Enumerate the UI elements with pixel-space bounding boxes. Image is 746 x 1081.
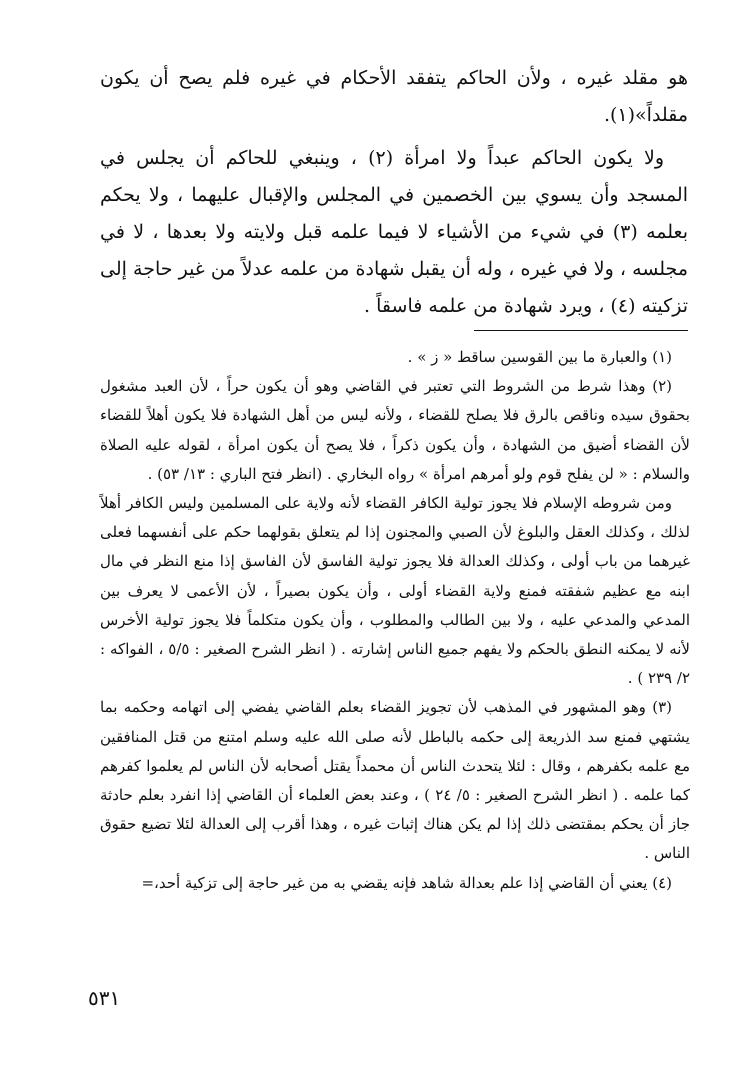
- footnote-2: (٢) وهذا شرط من الشروط التي تعتبر في القاضي وهو أن يكون حراً ، لأن العبد مشغول بحقوق سيده وناقص بالرق فلا يصلح للقضاء ، ولأنه ليس من أهل الشهادة فلا يكون أهلاً للقضاء لأن القضاء أضيق من الشهادة ، وأن يكون ذكراً ، فلا يصح أن يكون امرأة ، لقوله عليه الصلاة والسلام : « لن يفلح قوم ولو أمرهم امرأة » رواه البخاري . (انظر فتح الباري : ١٣/ ٥٣) .: [100, 377, 690, 483]
- page-number: ٥٣١: [88, 986, 121, 1010]
- body-paragraph-2: ولا يكون الحاكم عبداً ولا امرأة (٢) ، وينبغي للحاكم أن يجلس في المسجد وأن يسوي بين الخصمين في المجلس والإقبال عليهما ، ولا يحكم بعلمه (٣) في شيء من الأشياء لا فيما علمه قبل ولايته ولا بعدها ، لا في مجلسه ، ولا في غيره ، وله أن يقبل شهادة من علمه عدلاً من غير حاجة إلى تزكيته (٤) ، ويرد شهادة من علمه فاسقاً .: [100, 147, 688, 317]
- footnote-1: (١) والعبارة ما بين القوسين ساقط « ز » .: [407, 348, 672, 366]
- footnotes: [100, 343, 690, 898]
- footnote-2-continuation: ومن شروطه الإسلام فلا يجوز تولية الكافر القضاء لأنه ولاية على المسلمين وليس الكافر أهلاً لذلك ، وكذلك العقل والبلوغ لأن الصبي والمجنون إذا لم يتعلق بقولهما حكم على أنفسهما فعلى غيرهما من باب أولى ، وكذلك العدالة فلا يجوز تولية الفاسق لأن الفاسق إذا منع النظر في مال ابنه مع عظيم شفقته فمنع ولاية القضاء أولى ، وأن يكون بصيراً ، لأن الأعمى لا يعرف بين المدعي والمدعي عليه ، ولا بين الطالب والمطلوب ، وأن يكون متكلماً فلا يجوز تولية الأخرس لأنه لا يمكنه النطق بالحكم ولا يفهم جميع الناس إشارته . ( انظر الشرح الصغير : ٥/٥ ، الفواكه : ٢/ ٢٣٩ ) .: [100, 494, 690, 688]
- footnote-4: (٤) يعني أن القاضي إذا علم بعدالة شاهد فإنه يقضي به من غير حاجة إلى تزكية أحد،=: [141, 873, 672, 892]
- footnote-separator: [474, 330, 688, 331]
- body-paragraph-1: هو مقلد غيره ، ولأن الحاكم يتفقد الأحكام في غيره فلم يصح أن يكون مقلداً»(١).: [100, 67, 688, 126]
- footnote-3: (٣) وهو المشهور في المذهب لأن تجويز القضاء بعلم القاضي يفضي إلى اتهامه وحكمه بما يشتهي فمنع سد الذريعة إلى حكمه بالباطل لأنه صلى الله عليه وسلم امتنع من قتل المنافقين مع علمه بكفرهم ، وقال : لئلا يتحدث الناس أن محمداً يقتل أصحابه لأن الناس لم يعلموا كفرهم كما علمه . ( انظر الشرح الصغير : ٥/ ٢٤ ) ، وعند بعض العلماء أن القاضي إذا انفرد بعلم حادثة جاز أن يحكم بمقتضى ذلك إذا لم يكن هناك إثبات غيره ، وهذا أقرب إلى العدالة لئلا تضيع حقوق الناس .: [100, 698, 691, 863]
